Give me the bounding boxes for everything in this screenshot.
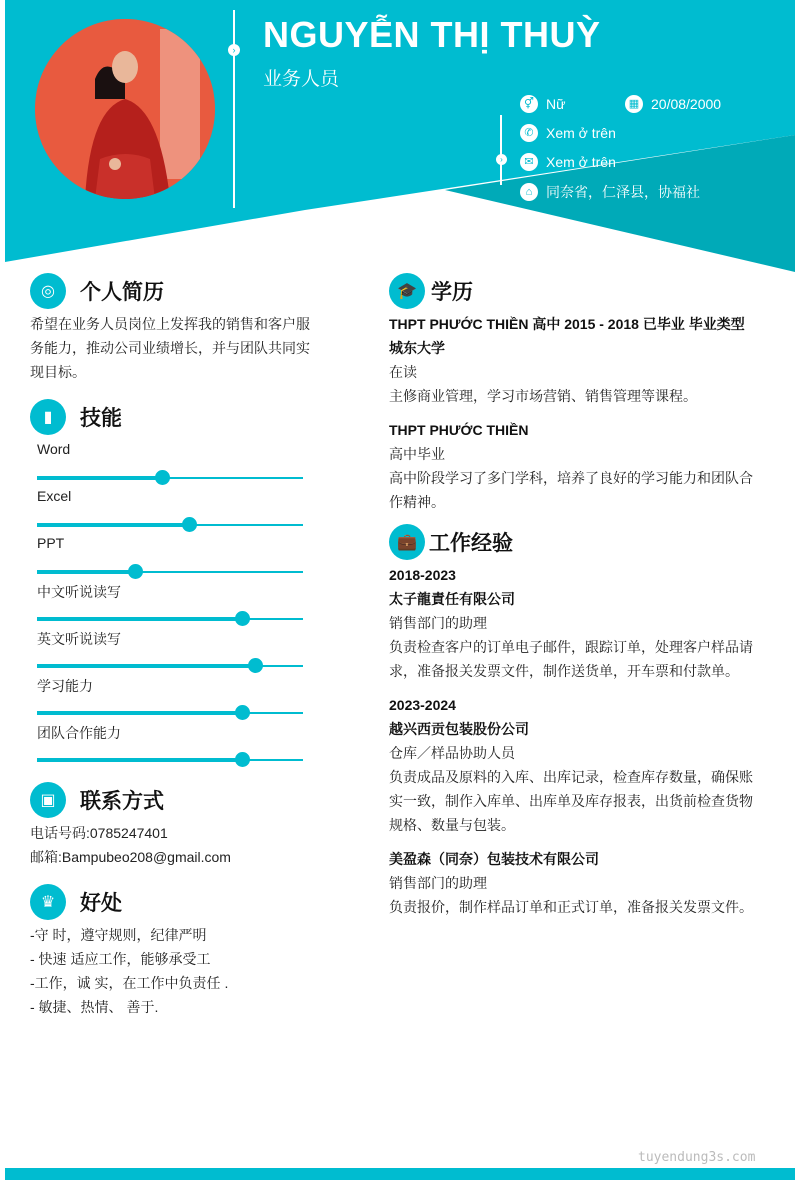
education-entry-1: THPT PHƯỚC THIỀN 高中 2015 - 2018 已毕业 毕业类型 城东大学 在读 主修商业管理，学习市场营销、销售管理等课程。 [389,316,745,404]
skill-level-fill [37,617,242,621]
info-divider [500,115,502,185]
skill-level-fill [37,758,242,762]
skill-item [37,535,303,573]
gender-icon: ⚥ [520,95,538,113]
contact-section-title: ▣ 联系方式 [30,782,164,818]
skill-name: Excel [37,488,72,504]
candidate-name: NGUYỄN THỊ THUỲ [263,14,601,55]
address-info [520,182,700,202]
skill-track [37,665,303,667]
home-icon: ⌂ [520,183,538,201]
bar-chart-icon: ▮ [30,399,66,435]
skill-level-fill [37,476,162,480]
skill-name: Word [37,441,71,457]
contact-text [30,821,231,869]
profile-text: 希望在业务人员岗位上发挥我的销售和客户服 务能力，推动公司业绩增长，并与团队共同实 现目标。 [30,316,310,380]
skill-name: 英文听说读写 [37,631,121,647]
skill-track [37,571,303,573]
skill-name: PPT [37,535,65,551]
skill-level-knob [248,658,263,673]
skill-level-fill [37,711,242,715]
experience-job-1: 2018-2023 太子龍責任有限公司 销售部门的助理 负责检查客户的订单电子邮件，跟踪订单，处理客户样品请 求，准备报关发票文件，制作送货单，开车票和付款单。 [389,567,753,679]
contact-card-icon: ▣ [30,782,66,818]
contact-email: 邮箱:Bampubeo208@gmail.com [30,849,231,865]
skill-track [37,477,303,479]
skill-level-fill [37,570,135,574]
phone-info [520,124,616,142]
gender-info [520,95,565,113]
skill-level-knob [235,752,250,767]
skill-level-knob [235,611,250,626]
skills-section-title: ▮ 技能 [30,399,122,435]
skill-track [37,712,303,714]
graduation-cap-icon: 🎓 [389,273,425,309]
skill-name: 中文听说读写 [37,584,121,600]
skill-item [37,582,303,620]
calendar-icon: ▦ [625,95,643,113]
skill-item [37,676,303,714]
experience-job-3: 美盈森（同奈）包装技术有限公司 销售部门的助理 负责报价，制作样品订单和正式订单，准备报关发票文件。 [389,851,753,915]
gender-value: Nữ [546,96,566,112]
email-icon: ✉ [520,153,538,171]
trophy-icon: ♛ [30,884,66,920]
skill-item [37,488,303,526]
skill-track [37,759,303,761]
skill-level-knob [128,564,143,579]
address-value: 同奈省，仁泽县，协福社 [546,184,700,200]
birthday-info [625,95,721,113]
footer-bar [5,1168,795,1180]
skill-level-fill [37,664,255,668]
phone-icon: ✆ [520,124,538,142]
header-divider [233,10,235,208]
skill-level-knob [235,705,250,720]
job-title: 业务人员 [263,69,340,90]
email-info [520,153,616,171]
skill-level-fill [37,523,189,527]
skill-item [37,441,303,479]
experience-section-title: 💼 工作经验 [389,524,513,560]
skill-name: 学习能力 [37,678,93,694]
chevron-right-icon: › [496,154,507,165]
profile-section-title: ◎ 个人简历 [30,273,164,309]
chevron-right-icon: › [228,44,240,56]
birthday-value: 20/08/2000 [651,96,722,112]
education-section-title: 🎓 学历 [389,273,473,309]
contact-phone: 电话号码:0785247401 [30,825,168,841]
benefits-text: -守 时，遵守规则，纪律严明 - 快速 适应工作，能够承受工 -工作，诚 实，在工作中负责任 . - 敏捷、热情、 善于. [30,927,229,1015]
target-icon: ◎ [30,273,66,309]
skill-level-knob [182,517,197,532]
skill-name: 团队合作能力 [37,725,121,741]
benefits-section-title: ♛ 好处 [30,884,122,920]
phone-value: Xem ở trên [546,125,616,141]
skill-track [37,524,303,526]
watermark: tuyendung3s.com [638,1150,756,1165]
experience-job-2: 2023-2024 越兴西贡包装股份公司 仓库／样品协助人员 负责成品及原料的入库、出库记录，检查库存数量，确保账 实一致，制作入库单、出库单及库存报表，出货前检查货物 规格、数量与包装。 [389,697,753,833]
briefcase-icon: 💼 [389,524,425,560]
email-value: Xem ở trên [546,154,616,170]
skill-track [37,618,303,620]
skill-item [37,723,303,761]
education-entry-2: THPT PHƯỚC THIỀN 高中毕业 高中阶段学习了多门学科，培养了良好的学习能力和团队合 作精神。 [389,422,753,510]
avatar [35,19,215,199]
skill-level-knob [155,470,170,485]
skill-item [37,629,303,667]
